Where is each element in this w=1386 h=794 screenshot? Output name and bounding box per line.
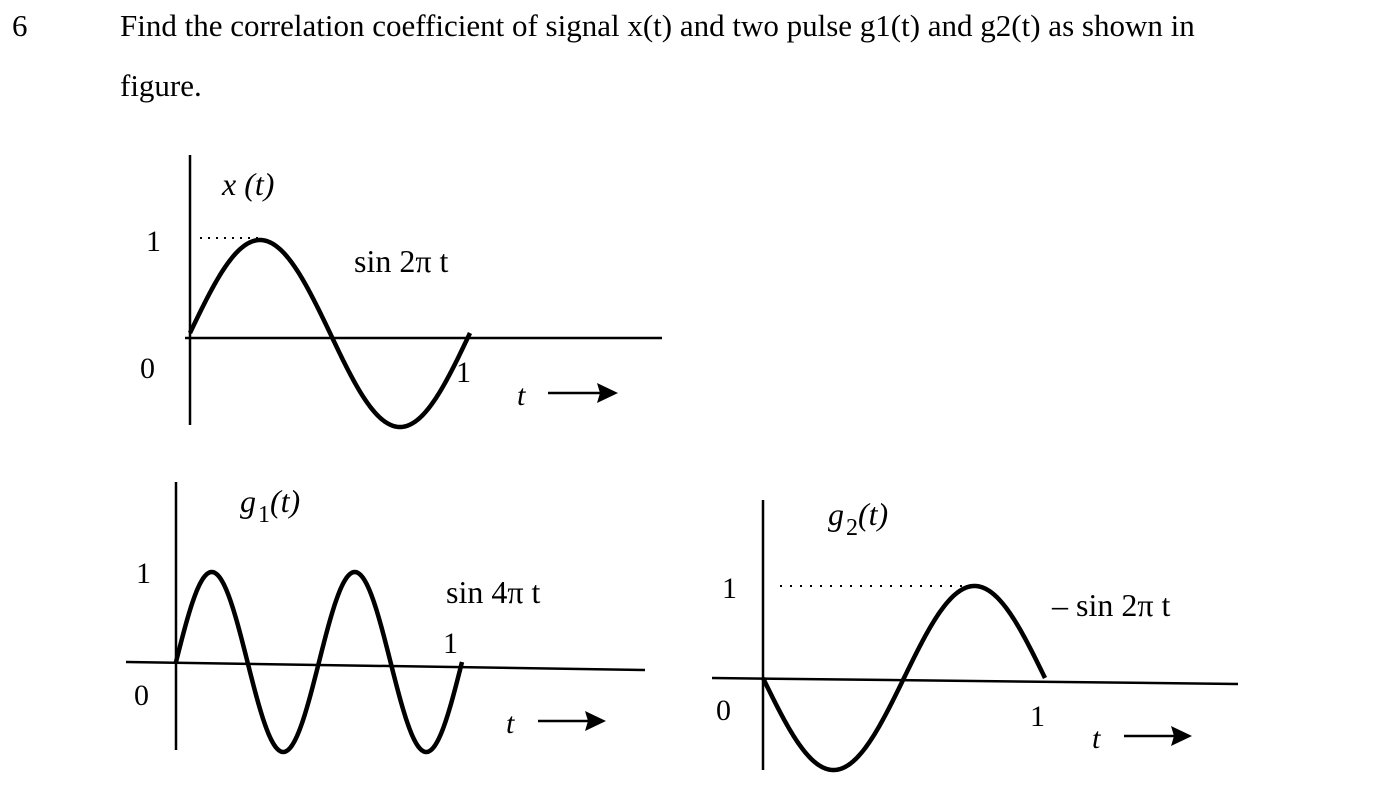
plot-g2-formula: – sin 2π t (1052, 587, 1171, 623)
plot-x-t-label: t (517, 379, 526, 412)
question-text-line1: Find the correlation coefficient of signal x(t) and two pulse g1(t) and g2(t) as shown in (120, 8, 1195, 43)
plot-x-arrow-icon (548, 383, 618, 403)
question-number: 6 (12, 8, 28, 43)
plot-g1-label: $g_1(t)$ (240, 483, 301, 528)
question-text-line2: figure. (120, 68, 202, 103)
plot-g2-origin: 0 (716, 694, 731, 727)
plot-g1-waveform (176, 572, 462, 752)
plot-g2-end-tick: 1 (1030, 700, 1045, 733)
plot-x (140, 155, 662, 427)
plot-x-end-tick: 1 (456, 356, 471, 389)
plot-g1-t-label: t (506, 707, 515, 740)
plot-g1-origin: 0 (134, 679, 149, 712)
plot-g1-arrow-icon (538, 711, 606, 731)
plot-g2-label: $g_2(t)$ (828, 496, 889, 541)
plot-x-formula: sin 2π t (354, 243, 449, 279)
plot-g1-formula: sin 4π t (446, 574, 541, 610)
plot-g1-t-axis (126, 662, 645, 670)
plot-g2-arrow-icon (1124, 726, 1192, 746)
plot-g2-t-label: t (1092, 722, 1101, 755)
plot-g2 (712, 496, 1238, 770)
plot-g2-t-axis (712, 678, 1238, 684)
plot-g1-end-tick: 1 (443, 627, 458, 660)
plot-x-label: x (t) (222, 166, 275, 202)
plot-g2-y-tick: 1 (722, 572, 737, 605)
plot-x-y-tick: 1 (146, 225, 161, 258)
plot-g1 (126, 482, 645, 752)
plot-x-origin: 0 (140, 352, 155, 385)
plot-g1-y-tick: 1 (136, 557, 151, 590)
